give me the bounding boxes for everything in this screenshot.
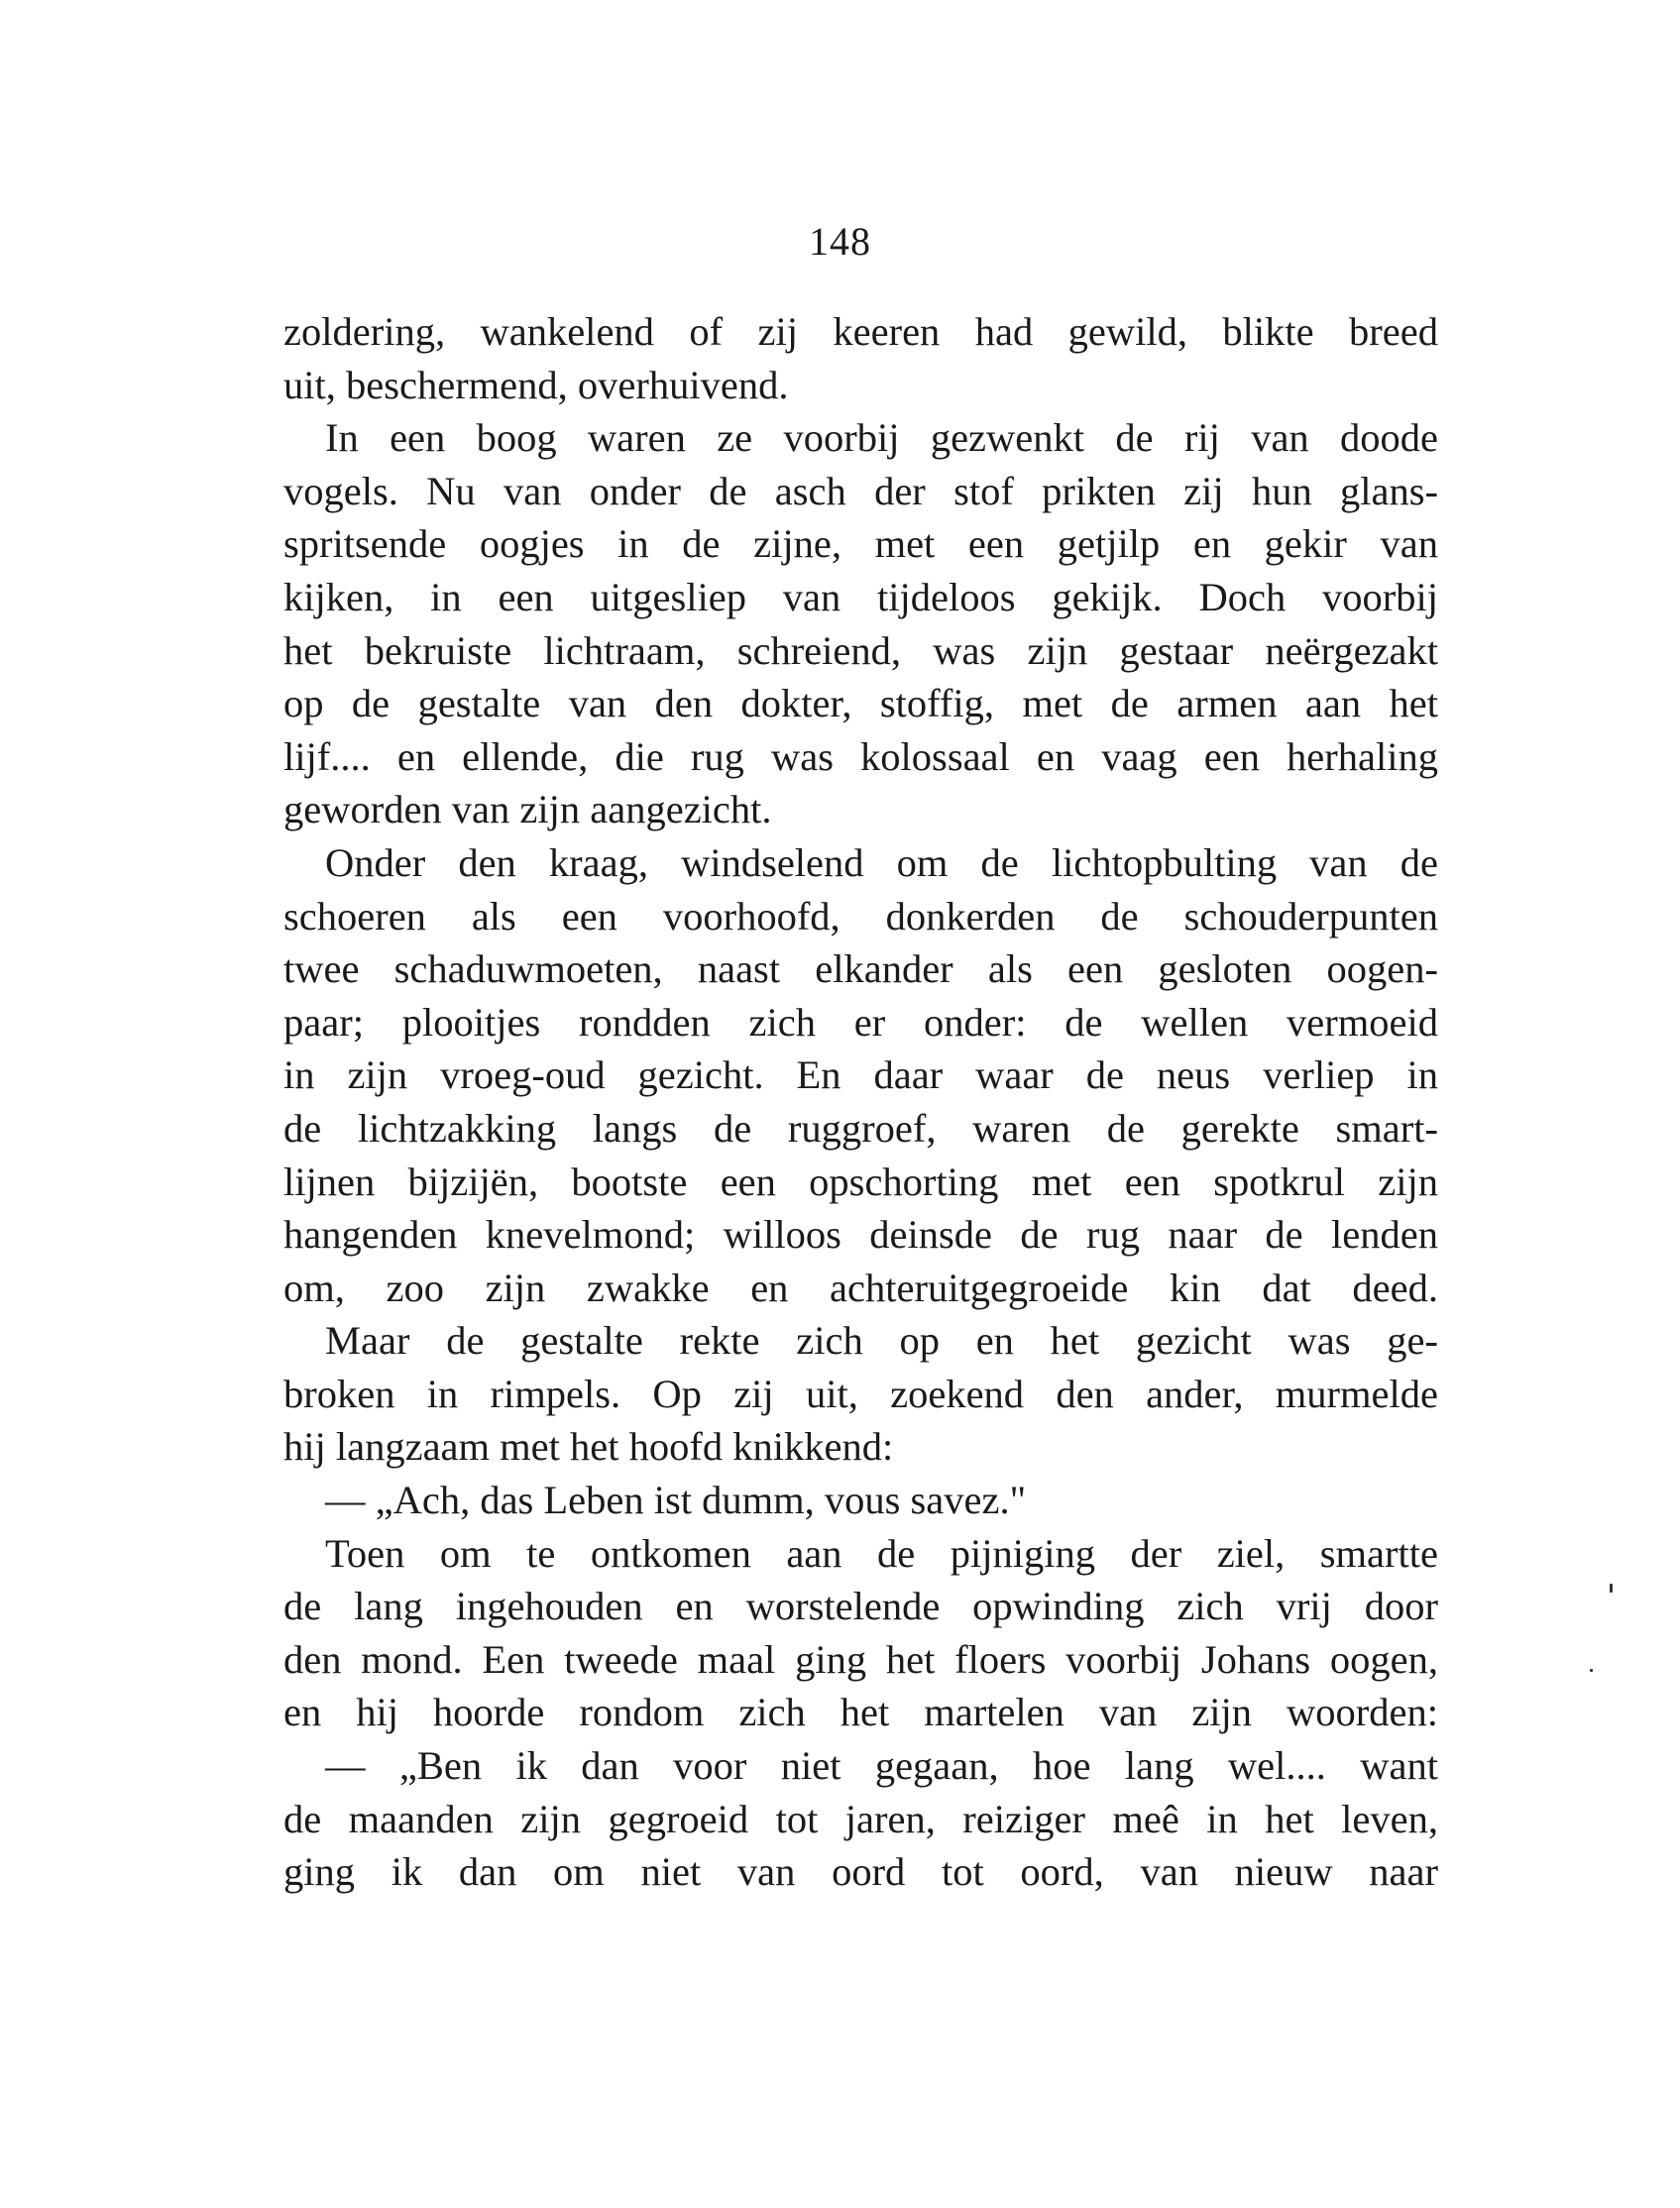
text-line: zoldering, wankelend of zij keeren had gewild, blikte breed	[283, 309, 1438, 354]
text-line: broken in rimpels. Op zij uit, zoekend den ander, murmelde	[283, 1371, 1438, 1416]
text-line: en hij hoorde rondom zich het martelen van zijn woorden:	[283, 1690, 1438, 1735]
text-line: hij langzaam met het hoofd knikkend:	[283, 1424, 894, 1470]
text-line: in zijn vroeg-oud gezicht. En daar waar de neus verliep in	[283, 1052, 1438, 1098]
text-line: kijken, in een uitgesliep van tijdeloos gekijk. Doch voorbij	[283, 574, 1438, 619]
text-line: In een boog waren ze voorbij gezwenkt de rij van doode	[325, 415, 1438, 461]
text-line: hangenden knevelmond; willoos deinsde de rug naar de lenden	[283, 1212, 1438, 1258]
text-line: twee schaduwmoeten, naast elkander als een gesloten oogen-	[283, 946, 1438, 992]
text-line: Toen om te ontkomen aan de pijniging der ziel, smartte	[325, 1530, 1438, 1576]
text-line: lijnen bijzijën, bootste een opschorting met een spotkrul zijn	[283, 1159, 1438, 1204]
text-line: geworden van zijn aangezicht.	[283, 787, 772, 832]
text-line: paar; plooitjes rondden zich er onder: de wellen vermoeid	[283, 999, 1438, 1045]
page-number: 148	[809, 219, 871, 264]
text-line: de lang ingehouden en worstelende opwinding zich vrij door	[283, 1584, 1438, 1629]
scan-speck	[1610, 1584, 1613, 1593]
text-line: Onder den kraag, windselend om de lichtopbulting van de	[325, 839, 1438, 885]
text-line: den mond. Een tweede maal ging het floers voorbij Johans oogen,	[283, 1636, 1438, 1682]
text-line: ging ik dan om niet van oord tot oord, van nieuw naar	[283, 1849, 1438, 1895]
text-line: — „Ben ik dan voor niet gegaan, hoe lang wel.... want	[325, 1743, 1438, 1789]
text-line: spritsende oogjes in de zijne, met een getjilp en gekir van	[283, 521, 1438, 567]
text-line: de lichtzakking langs de ruggroef, waren de gerekte smart-	[283, 1105, 1438, 1151]
text-line: vogels. Nu van onder de asch der stof prikten zij hun glans-	[283, 468, 1438, 513]
text-line: Maar de gestalte rekte zich op en het gezicht was ge-	[325, 1318, 1438, 1364]
text-line: het bekruiste lichtraam, schreiend, was zijn gestaar neërgezakt	[283, 627, 1438, 673]
text-line: de maanden zijn gegroeid tot jaren, reiziger meê in het leven,	[283, 1796, 1438, 1841]
text-line: lijf.... en ellende, die rug was kolossaal en vaag een herhaling	[283, 733, 1438, 779]
body-text	[283, 305, 1438, 1899]
scan-speck	[1590, 1669, 1593, 1672]
text-line: om, zoo zijn zwakke en achteruitgegroeide kin dat deed.	[283, 1265, 1438, 1310]
text-line: op de gestalte van den dokter, stoffig, met de armen aan het	[283, 681, 1438, 726]
text-line: schoeren als een voorhoofd, donkerden de schouderpunten	[283, 893, 1438, 938]
text-line: uit, beschermend, overhuivend.	[283, 362, 789, 407]
text-line: — „Ach, das Leben ist dumm, vous savez."	[325, 1478, 1027, 1523]
